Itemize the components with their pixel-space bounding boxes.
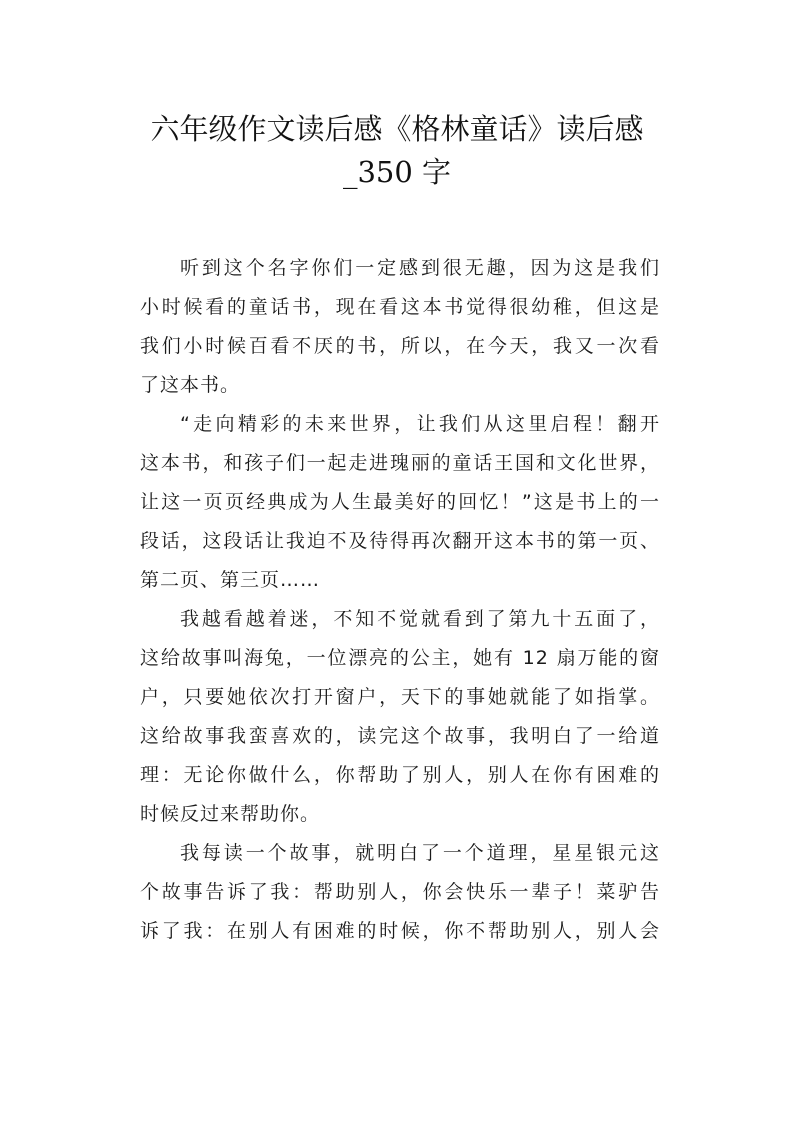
- text-line: 我越看越着迷，不知不觉就看到了第九十五面了，: [180, 608, 660, 630]
- text-line: 小时候看的童话书，现在看这本书觉得很幼稚，但这是: [140, 296, 660, 318]
- paragraph-3: [140, 600, 660, 834]
- text-line: 时候反过来帮助你。: [140, 803, 321, 825]
- title-line-2: _350 字: [342, 155, 452, 189]
- text-line: 这给故事我蛮喜欢的，读完这个故事，我明白了一给道: [140, 725, 660, 747]
- text-line: 第二页、第三页……: [140, 569, 321, 591]
- text-line: 了这本书。: [140, 374, 241, 396]
- text-line: 个故事告诉了我：帮助别人，你会快乐一辈子！菜驴告: [140, 881, 660, 903]
- text-line: 听到这个名字你们一定感到很无趣，因为这是我们: [180, 257, 660, 279]
- paragraph-2: [140, 405, 660, 600]
- text-line: 诉了我：在别人有困难的时候，你不帮助别人，别人会: [140, 920, 660, 942]
- text-line: 这本书，和孩子们一起走进瑰丽的童话王国和文化世界，: [140, 452, 660, 474]
- text-line: 我每读一个故事，就明白了一个道理，星星银元这: [180, 842, 660, 864]
- text-line: 这给故事叫海兔，一位漂亮的公主，她有 12 扇万能的窗: [140, 647, 660, 669]
- page-title: [110, 108, 684, 194]
- paragraph-4: [140, 834, 660, 951]
- paragraph-1: [140, 249, 660, 405]
- text-line: 段话，这段话让我迫不及待得再次翻开这本书的第一页、: [140, 530, 660, 552]
- text-line: 理：无论你做什么，你帮助了别人，别人在你有困难的: [140, 764, 660, 786]
- text-line: 让这一页页经典成为人生最美好的回忆！”这是书上的一: [140, 491, 660, 513]
- text-line: 户，只要她依次打开窗户，天下的事她就能了如指掌。: [140, 686, 660, 708]
- article-body: [140, 249, 660, 951]
- title-line-1: 六年级作文读后感《格林童话》读后感: [150, 112, 644, 146]
- text-line: 我们小时候百看不厌的书，所以，在今天，我又一次看: [140, 335, 660, 357]
- text-line: “走向精彩的未来世界，让我们从这里启程！翻开: [180, 413, 660, 435]
